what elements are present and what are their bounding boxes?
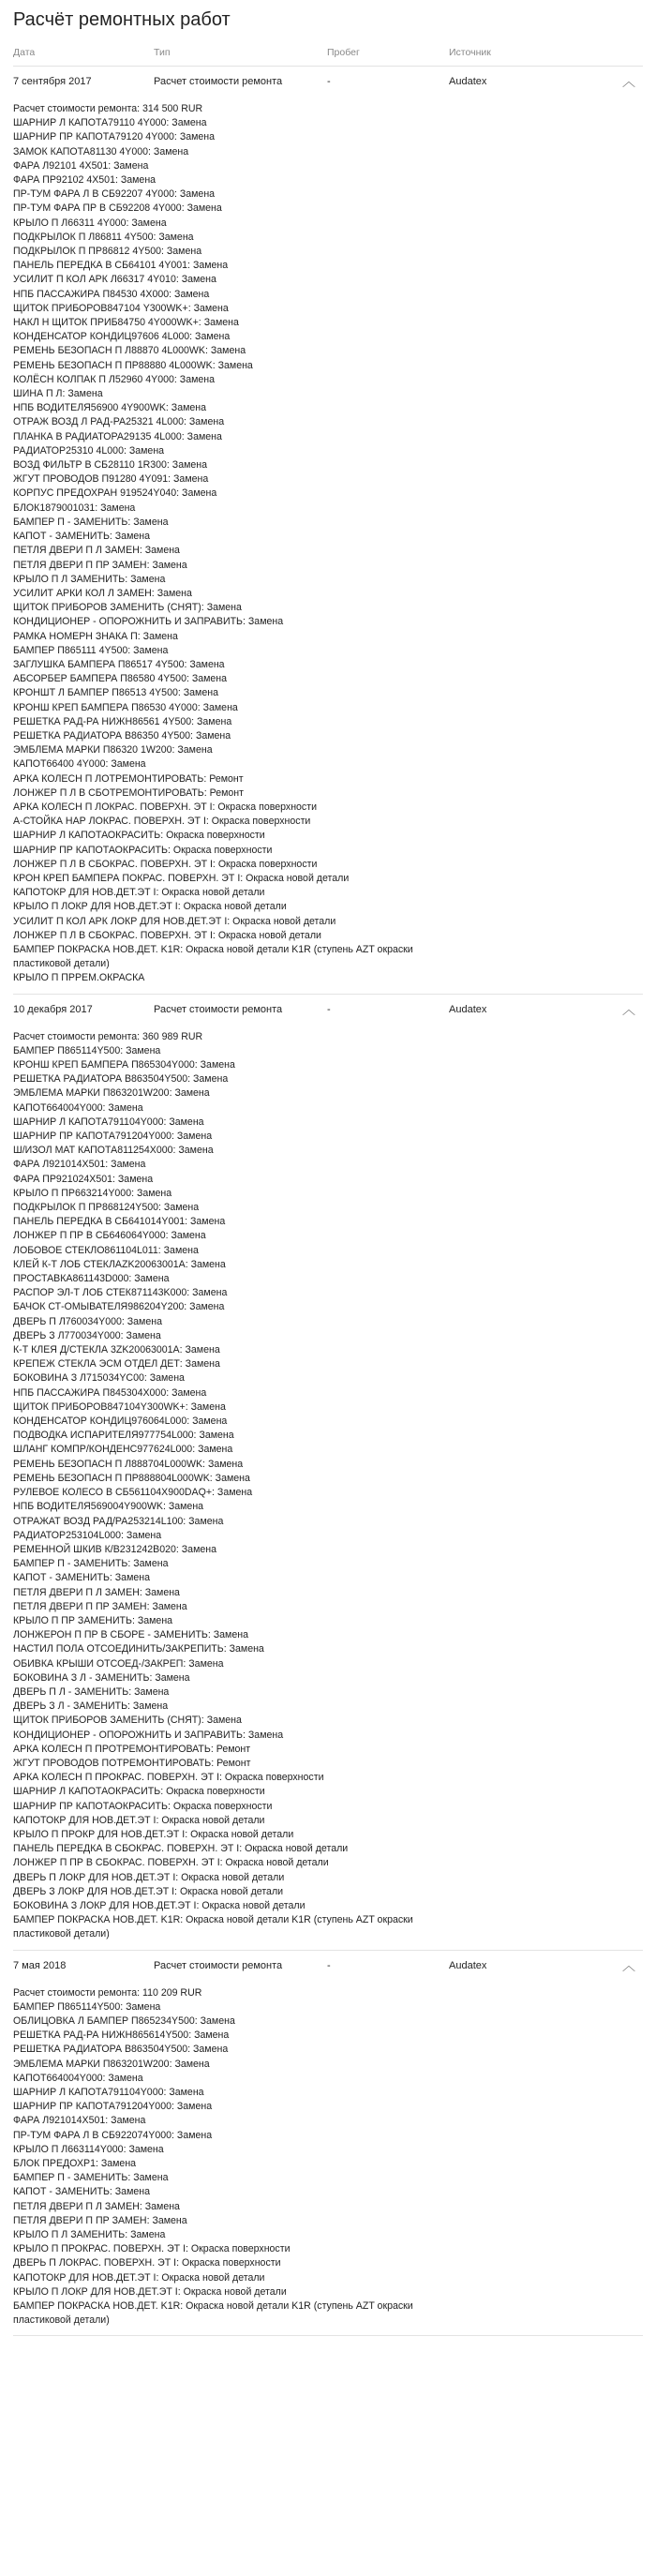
repair-line-item: ЗАМОК КАПОТА81130 4Y000: Замена — [13, 145, 189, 157]
repair-line-item: ФАРА ПР92102 4X501: Замена — [13, 174, 157, 187]
repair-line-item: БАЧОК СТ-ОМЫВАТЕЛЯ986204Y200: Замена — [13, 1301, 225, 1313]
repair-line-item: ШАРНИР Л КАПОТА791104Y000: Замена — [13, 1116, 204, 1128]
repair-record — [13, 1951, 643, 2337]
repair-line-item: ЩИТОК ПРИБОРОВ ЗАМЕНИТЬ (СНЯТ): Замена — [13, 602, 242, 614]
record-total-cost: Расчет стоимости ремонта: 360 989 RUR — [13, 1030, 203, 1042]
repair-line-item: ОБЛИЦОВКА Л БАМПЕР П865234Y500: Замена — [13, 2015, 235, 2027]
repair-line-item: КОНДИЦИОНЕР - ОПОРОЖНИТЬ И ЗАПРАВИТЬ: Замена — [13, 1729, 284, 1741]
repair-line-item: ДВЕРЬ П Л - ЗАМЕНИТЬ: Замена — [13, 1685, 170, 1698]
repair-line-item: ПЛАНКА В РАДИАТОРА29135 4L000: Замена — [13, 430, 222, 442]
record-type: Расчет стоимости ремонта — [154, 1959, 283, 1971]
repair-line-item: РЕМЕНЬ БЕЗОПАСН П Л88870 4L000WK: Замена — [13, 345, 246, 357]
repair-line-item: БАМПЕР П865111 4Y500: Замена — [13, 644, 169, 656]
repair-line-item: ШАРНИР ПР КАПОТА791204Y000: Замена — [13, 1131, 213, 1143]
repair-line-item: КРЫЛО П ЛОКР ДЛЯ НОВ.ДЕТ.ЭТ I: Окраска новой детали — [13, 2285, 287, 2298]
repair-line-item: РУЛЕВОЕ КОЛЕСО В СБ561104X900DAQ+: Замена — [13, 1487, 253, 1499]
repair-line-item: ШАРНИР Л КАПОТАОКРАСИТЬ: Окраска поверхности — [13, 1786, 265, 1798]
collapse-chevron-icon[interactable]: ︿ — [622, 74, 635, 89]
repair-line-item: ШИНА П Л: Замена — [13, 388, 103, 400]
repair-line-item: ЛОНЖЕР П ПР В СБ646064Y000: Замена — [13, 1230, 206, 1242]
repair-line-item: ДВЕРЬ П ЛОКР ДЛЯ НОВ.ДЕТ.ЭТ I: Окраска новой детали — [13, 1871, 285, 1883]
repair-line-item: БОКОВИНА З ЛОКР ДЛЯ НОВ.ДЕТ.ЭТ I: Окраска новой детали — [13, 1899, 306, 1911]
repair-line-item: А-СТОЙКА НАР ЛОКРАС. ПОВЕРХН. ЭТ I: Окраска поверхности — [13, 816, 311, 828]
repair-line-item: БАМПЕР ПОКРАСКА НОВ.ДЕТ. K1R: Окраска новой детали K1R (ступень AZT окраски пластиковой детали) — [13, 1914, 413, 1940]
repair-line-item: ШАРНИР Л КАПОТА791104Y000: Замена — [13, 2087, 204, 2099]
repair-line-item: УСИЛИТ АРКИ КОЛ Л ЗАМЕН: Замена — [13, 587, 192, 599]
repair-line-item: ПОДКРЫЛОК П ПР86812 4Y500: Замена — [13, 246, 202, 258]
repair-line-item: ПЕТЛЯ ДВЕРИ П Л ЗАМЕН: Замена — [13, 2200, 180, 2212]
repair-line-item: КОНДИЦИОНЕР - ОПОРОЖНИТЬ И ЗАПРАВИТЬ: Замена — [13, 616, 284, 628]
repair-line-item: К-Т КЛЕЯ Д/СТЕКЛА 3ZK20063001A: Замена — [13, 1344, 220, 1356]
repair-line-item: ДВЕРЬ З ЛОКР ДЛЯ НОВ.ДЕТ.ЭТ I: Окраска новой детали — [13, 1885, 284, 1897]
repair-line-item: ПОДКРЫЛОК П Л86811 4Y500: Замена — [13, 231, 194, 243]
repair-line-item: ДВЕРЬ З Л - ЗАМЕНИТЬ: Замена — [13, 1700, 169, 1713]
repair-line-item: КРЫЛО П ПРРЕМ.ОКРАСКА — [13, 972, 145, 984]
repair-line-item: АРКА КОЛЕСН П ПРОКРАС. ПОВЕРХН. ЭТ I: Окраска поверхности — [13, 1772, 324, 1784]
repair-line-item: ФАРА ПР921024X501: Замена — [13, 1173, 154, 1185]
repair-line-item: ЭМБЛЕМА МАРКИ П863201W200: Замена — [13, 2058, 210, 2070]
repair-line-item: РАДИАТОР253104L000: Замена — [13, 1529, 162, 1541]
repair-line-item: БОКОВИНА З Л715034YC00: Замена — [13, 1372, 185, 1385]
record-mileage: - — [327, 1003, 331, 1015]
repair-line-item: ШАРНИР Л КАПОТА79110 4Y000: Замена — [13, 117, 207, 129]
repair-line-item: РЕШЕТКА РАДИАТОРА В863504Y500: Замена — [13, 2044, 229, 2056]
record-total-cost: Расчет стоимости ремонта: 314 500 RUR — [13, 103, 203, 114]
repair-line-item: ДВЕРЬ З Л770034Y000: Замена — [13, 1329, 161, 1341]
repair-line-item: НПБ ВОДИТЕЛЯ56900 4Y900WK: Замена — [13, 402, 207, 414]
repair-line-item: ШЛАНГ КОМПР/КОНДЕНС977624L000: Замена — [13, 1444, 233, 1456]
repair-line-item: КРОН КРЕП БАМПЕРА ПОКРАС. ПОВЕРХН. ЭТ I: Окраска новой детали — [13, 872, 350, 884]
repair-line-item: ПАНЕЛЬ ПЕРЕДКА В СБ641014Y001: Замена — [13, 1216, 226, 1228]
repair-line-item: КАПОТ664004Y000: Замена — [13, 1101, 143, 1114]
repair-line-item: БАМПЕР П - ЗАМЕНИТЬ: Замена — [13, 1558, 169, 1570]
repair-line-item: ШАРНИР Л КАПОТАОКРАСИТЬ: Окраска поверхности — [13, 830, 265, 842]
repair-line-item: РАСПОР ЭЛ-Т ЛОБ СТЕК871143K000: Замена — [13, 1287, 228, 1299]
repair-line-item: УСИЛИТ П КОЛ АРК ЛОКР ДЛЯ НОВ.ДЕТ.ЭТ I: Окраска новой детали — [13, 915, 336, 927]
repair-line-item: НПБ ПАССАЖИРА П84530 4X000: Замена — [13, 288, 210, 300]
repair-line-item: ЛОНЖЕР П ПР В СБОКРАС. ПОВЕРХН. ЭТ I: Окраска новой детали — [13, 1857, 329, 1869]
record-date: 10 декабря 2017 — [13, 1003, 93, 1015]
repair-line-item: КРОНШ КРЕП БАМПЕРА П865304Y000: Замена — [13, 1059, 235, 1071]
repair-line-item: БАМПЕР П865114Y500: Замена — [13, 2000, 161, 2013]
repair-line-item: БАМПЕР П865114Y500: Замена — [13, 1044, 161, 1056]
repair-line-item: РЕШЕТКА РАД-РА НИЖН865614Y500: Замена — [13, 2029, 230, 2042]
repair-line-item: ВОЗД ФИЛЬТР В СБ28110 1R300: Замена — [13, 459, 208, 472]
repair-line-item: ПЕТЛЯ ДВЕРИ П ПР ЗАМЕН: Замена — [13, 2214, 187, 2226]
repair-line-item: БОКОВИНА З Л - ЗАМЕНИТЬ: Замена — [13, 1671, 190, 1684]
repair-line-item: ШАРНИР ПР КАПОТА791204Y000: Замена — [13, 2101, 213, 2113]
repair-line-item: ЛОНЖЕР П Л В СБОКРАС. ПОВЕРХН. ЭТ I: Окраска поверхности — [13, 858, 318, 870]
repair-line-item: НПБ ВОДИТЕЛЯ569004Y900WK: Замена — [13, 1501, 204, 1513]
record-mileage: - — [327, 76, 331, 87]
repair-line-item: ЭМБЛЕМА МАРКИ П86320 1W200: Замена — [13, 744, 213, 756]
repair-line-item: ЛОБОВОЕ СТЕКЛО861104L011: Замена — [13, 1244, 199, 1256]
repair-line-item: РЕШЕТКА РАДИАТОРА В863504Y500: Замена — [13, 1073, 229, 1086]
repair-line-item: ОТРАЖАТ ВОЗД РАД/РА253214L100: Замена — [13, 1515, 224, 1527]
repair-record — [13, 995, 643, 1951]
repair-line-item: ЩИТОК ПРИБОРОВ847104Y300WK+: Замена — [13, 1400, 226, 1413]
repair-line-item: ЖГУТ ПРОВОДОВ ПОТРЕМОНТИРОВАТЬ: Ремонт — [13, 1757, 251, 1769]
repair-line-item: РЕМЕНЬ БЕЗОПАСН П ПР88880 4L000WK: Замена — [13, 359, 253, 371]
record-type: Расчет стоимости ремонта — [154, 1003, 283, 1015]
record-mileage: - — [327, 1959, 331, 1971]
repair-line-item: КРЫЛО П Л ЗАМЕНИТЬ: Замена — [13, 2229, 166, 2241]
repair-line-item: ПЕТЛЯ ДВЕРИ П Л ЗАМЕН: Замена — [13, 1586, 180, 1598]
repair-line-item: ЛОНЖЕР П Л В СБОКРАС. ПОВЕРХН. ЭТ I: Окраска новой детали — [13, 929, 321, 941]
repair-line-item: ПОДКРЫЛОК П ПР868124Y500: Замена — [13, 1202, 200, 1214]
record-header[interactable] — [13, 67, 643, 97]
column-date: Дата — [13, 47, 36, 58]
repair-line-item: БАМПЕР П - ЗАМЕНИТЬ: Замена — [13, 516, 169, 528]
column-source: Источник — [449, 47, 491, 58]
repair-line-item: РАДИАТОР25310 4L000: Замена — [13, 444, 165, 457]
repair-line-item: КРЕПЕЖ СТЕКЛА ЭСМ ОТДЕЛ ДЕТ: Замена — [13, 1358, 220, 1370]
repair-line-item: КОЛЁСН КОЛПАК П Л52960 4Y000: Замена — [13, 373, 215, 385]
repair-line-item: КАПОТ664004Y000: Замена — [13, 2072, 143, 2084]
repair-line-item: КЛЕЙ К-Т ЛОБ СТЕКЛАZK20063001A: Замена — [13, 1258, 226, 1270]
record-details — [13, 97, 643, 994]
record-header[interactable] — [13, 995, 643, 1025]
repair-line-item: КРЫЛО П ПРОКРАС. ПОВЕРХН. ЭТ I: Окраска поверхности — [13, 2243, 291, 2255]
repair-line-item: ДВЕРЬ П ЛОКРАС. ПОВЕРХН. ЭТ I: Окраска поверхности — [13, 2257, 281, 2269]
repair-line-item: КРЫЛО П ПР663214Y000: Замена — [13, 1187, 172, 1199]
repair-line-item: ПР-ТУМ ФАРА Л В СБ92207 4Y000: Замена — [13, 188, 216, 201]
repair-line-item: КРОНШТ Л БАМПЕР П86513 4Y500: Замена — [13, 687, 218, 699]
repair-line-item: БАМПЕР ПОКРАСКА НОВ.ДЕТ. K1R: Окраска новой детали K1R (ступень AZT окраски пластиковой детали) — [13, 943, 413, 970]
repair-line-item: КАПОТ66400 4Y000: Замена — [13, 758, 146, 771]
repair-line-item: ПЕТЛЯ ДВЕРИ П ПР ЗАМЕН: Замена — [13, 1600, 187, 1612]
table-header — [13, 39, 643, 67]
repair-line-item: ПЕТЛЯ ДВЕРИ П ПР ЗАМЕН: Замена — [13, 559, 187, 571]
repair-line-item: АРКА КОЛЕСН П ПРОТРЕМОНТИРОВАТЬ: Ремонт — [13, 1743, 251, 1755]
repair-line-item: ОТРАЖ ВОЗД Л РАД-РА25321 4L000: Замена — [13, 416, 225, 428]
repair-line-item: ЖГУТ ПРОВОДОВ П91280 4Y091: Замена — [13, 473, 209, 486]
repair-record — [13, 67, 643, 995]
repair-line-item: КАПОТ - ЗАМЕНИТЬ: Замена — [13, 1572, 150, 1584]
repair-line-item: РЕМЕННОЙ ШКИВ К/В231242B020: Замена — [13, 1543, 216, 1555]
repair-line-item: ПАНЕЛЬ ПЕРЕДКА В СБ64101 4Y001: Замена — [13, 260, 229, 272]
repair-line-item: ЛОНЖЕРОН П ПР В СБОРЕ - ЗАМЕНИТЬ: Замена — [13, 1629, 248, 1641]
record-source: Audatex — [449, 1959, 487, 1971]
repair-line-item: ШАРНИР ПР КАПОТА79120 4Y000: Замена — [13, 131, 216, 143]
repair-line-item: Ш/ИЗОЛ МАТ КАПОТА811254X000: Замена — [13, 1145, 214, 1157]
collapse-chevron-icon[interactable]: ︿ — [622, 1001, 635, 1017]
repair-line-item: РЕМЕНЬ БЕЗОПАСН П Л888704L000WK: Замена — [13, 1458, 244, 1470]
repair-line-item: ШАРНИР ПР КАПОТАОКРАСИТЬ: Окраска поверхности — [13, 844, 273, 856]
record-type: Расчет стоимости ремонта — [154, 76, 283, 87]
record-details — [13, 1025, 643, 1950]
repair-line-item: АРКА КОЛЕСН П ЛОКРАС. ПОВЕРХН. ЭТ I: Окраска поверхности — [13, 801, 317, 813]
repair-line-item: БЛОК1879001031: Замена — [13, 502, 136, 514]
repair-line-item: УСИЛИТ П КОЛ АРК Л66317 4Y010: Замена — [13, 274, 216, 286]
repair-line-item: ПАНЕЛЬ ПЕРЕДКА В СБОКРАС. ПОВЕРХН. ЭТ I: Окраска новой детали — [13, 1843, 349, 1855]
record-date: 7 мая 2018 — [13, 1959, 67, 1971]
repair-line-item: ЩИТОК ПРИБОРОВ847104 Y300WK+: Замена — [13, 302, 229, 314]
repair-line-item: КАПОТОКР ДЛЯ НОВ.ДЕТ.ЭТ I: Окраска новой детали — [13, 2271, 265, 2284]
repair-line-item: КРЫЛО П Л66311 4Y000: Замена — [13, 217, 167, 229]
record-date: 7 сентября 2017 — [13, 76, 92, 87]
repair-line-item: ПЕТЛЯ ДВЕРИ П Л ЗАМЕН: Замена — [13, 545, 180, 557]
repair-line-item: КОРПУС ПРЕДОХРАН 919524Y040: Замена — [13, 487, 217, 500]
repair-line-item: КРЫЛО П Л663114Y000: Замена — [13, 2143, 164, 2155]
repair-line-item: НАКЛ Н ЩИТОК ПРИБ84750 4Y000WK+: Замена — [13, 317, 239, 329]
repair-line-item: РЕШЕТКА РАД-РА НИЖН86561 4Y500: Замена — [13, 715, 232, 727]
repair-line-item: ФАРА Л921014X501: Замена — [13, 1159, 146, 1171]
column-type: Тип — [154, 47, 171, 58]
repair-line-item: ЭМБЛЕМА МАРКИ П863201W200: Замена — [13, 1087, 210, 1100]
repair-line-item: ДВЕРЬ П Л760034Y000: Замена — [13, 1315, 162, 1327]
repair-line-item: НАСТИЛ ПОЛА ОТСОЕДИНИТЬ/ЗАКРЕПИТЬ: Замена — [13, 1643, 264, 1655]
repair-line-item: ЛОНЖЕР П Л В СБОТРЕМОНТИРОВАТЬ: Ремонт — [13, 786, 244, 799]
repair-line-item: ПР-ТУМ ФАРА Л В СБ922074Y000: Замена — [13, 2129, 213, 2141]
repair-line-item: КАПОТ - ЗАМЕНИТЬ: Замена — [13, 2186, 150, 2198]
record-source: Audatex — [449, 1003, 487, 1015]
record-details — [13, 1981, 643, 2336]
repair-line-item: АБСОРБЕР БАМПЕРА П86580 4Y500: Замена — [13, 673, 228, 685]
repair-line-item: КРОНШ КРЕП БАМПЕРА П86530 4Y000: Замена — [13, 701, 238, 713]
collapse-chevron-icon[interactable]: ︿ — [622, 1957, 635, 1973]
repair-line-item: ПОДВОДКА ИСПАРИТЕЛЯ977754L000: Замена — [13, 1430, 234, 1442]
column-mileage: Пробег — [327, 47, 360, 58]
repair-line-item: БЛОК ПРЕДОХР1: Замена — [13, 2158, 137, 2170]
repair-line-item: КОНДЕНСАТОР КОНДИЦ97606 4L000: Замена — [13, 331, 231, 343]
repair-line-item: ФАРА Л921014X501: Замена — [13, 2115, 146, 2127]
repair-line-item: КРЫЛО П ЛОКР ДЛЯ НОВ.ДЕТ.ЭТ I: Окраска новой детали — [13, 901, 287, 913]
page-title: Расчёт ремонтных работ — [13, 9, 231, 30]
repair-line-item: КРЫЛО П ПРОКР ДЛЯ НОВ.ДЕТ.ЭТ I: Окраска новой детали — [13, 1828, 294, 1840]
repair-line-item: ФАРА Л92101 4X501: Замена — [13, 159, 149, 172]
repair-line-item: ПР-ТУМ ФАРА ПР В СБ92208 4Y000: Замена — [13, 202, 222, 215]
repair-line-item: КРЫЛО П ПР ЗАМЕНИТЬ: Замена — [13, 1614, 173, 1626]
repair-line-item: КАПОТОКР ДЛЯ НОВ.ДЕТ.ЭТ I: Окраска новой детали — [13, 887, 265, 899]
repair-line-item: РЕШЕТКА РАДИАТОРА В86350 4Y500: Замена — [13, 729, 231, 741]
repair-line-item: КРЫЛО П Л ЗАМЕНИТЬ: Замена — [13, 573, 166, 585]
repair-line-item: АРКА КОЛЕСН П ЛОТРЕМОНТИРОВАТЬ: Ремонт — [13, 772, 244, 785]
record-header[interactable] — [13, 1951, 643, 1981]
repair-line-item: КАПОТ - ЗАМЕНИТЬ: Замена — [13, 531, 150, 543]
repair-line-item: ПРОСТАВКА861143D000: Замена — [13, 1273, 170, 1285]
records-list — [13, 67, 643, 2336]
repair-line-item: КАПОТОКР ДЛЯ НОВ.ДЕТ.ЭТ I: Окраска новой детали — [13, 1814, 265, 1826]
repair-line-item: ЗАГЛУШКА БАМПЕРА П86517 4Y500: Замена — [13, 658, 225, 670]
repair-line-item: ЩИТОК ПРИБОРОВ ЗАМЕНИТЬ (СНЯТ): Замена — [13, 1715, 242, 1727]
repair-line-item: РАМКА НОМЕРН ЗНАКА П: Замена — [13, 630, 178, 642]
repair-line-item: БАМПЕР П - ЗАМЕНИТЬ: Замена — [13, 2172, 169, 2184]
repair-line-item: БАМПЕР ПОКРАСКА НОВ.ДЕТ. K1R: Окраска новой детали K1R (ступень AZT окраски пластиковой детали) — [13, 2300, 413, 2327]
repair-line-item: ШАРНИР ПР КАПОТАОКРАСИТЬ: Окраска поверхности — [13, 1800, 273, 1812]
repair-line-item: НПБ ПАССАЖИРА П845304X000: Замена — [13, 1386, 207, 1399]
repair-line-item: КОНДЕНСАТОР КОНДИЦ976064L000: Замена — [13, 1415, 228, 1428]
record-total-cost: Расчет стоимости ремонта: 110 209 RUR — [13, 1986, 202, 1999]
repair-line-item: ОБИВКА КРЫШИ ОТСОЕД-/ЗАКРЕП: Замена — [13, 1657, 224, 1670]
repair-line-item: РЕМЕНЬ БЕЗОПАСН П ПР888804L000WK: Замена — [13, 1472, 250, 1484]
record-source: Audatex — [449, 76, 487, 87]
